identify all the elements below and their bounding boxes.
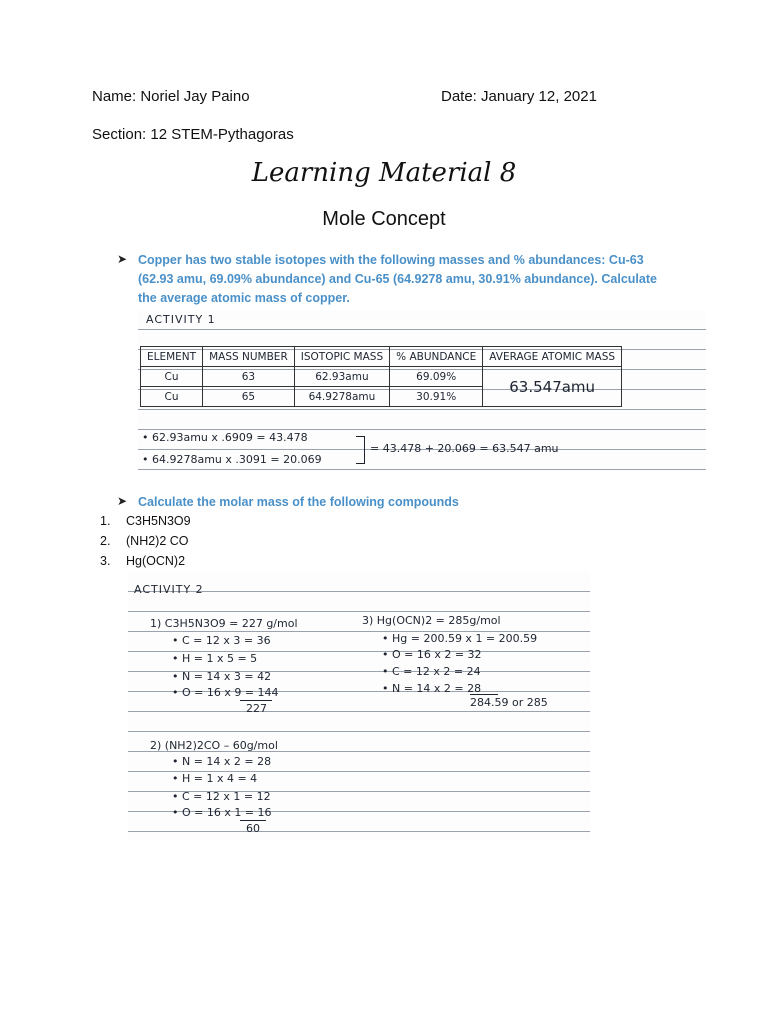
table-header: ELEMENT [141, 347, 203, 367]
question-molar-mass: Calculate the molar mass of the following compounds [138, 495, 459, 509]
list-item: 2. (NH2)2 CO [100, 534, 189, 548]
compound1-line: • N = 14 x 3 = 42 [172, 670, 272, 683]
table-cell: 65 [203, 387, 295, 407]
compound2-line: • N = 14 x 2 = 28 [172, 755, 272, 768]
compound1-line: • C = 12 x 3 = 36 [172, 634, 271, 647]
document-title: Learning Material 8 [251, 158, 517, 188]
compound-list [100, 514, 191, 574]
table-cell: 63 [203, 367, 295, 387]
date: Date: January 12, 2021 [441, 88, 597, 105]
compound2-line: • H = 1 x 4 = 4 [172, 772, 258, 785]
compound3-title: 3) Hg(OCN)2 = 285g/mol [362, 614, 501, 627]
compound3-line: • C = 12 x 2 = 24 [382, 665, 481, 678]
calc-sum: = 43.478 + 20.069 = 63.547 amu [370, 442, 559, 455]
table-header: % ABUNDANCE [390, 347, 483, 367]
table-cell: Cu [141, 367, 203, 387]
compound3-line: • N = 14 x 2 = 28 [382, 682, 482, 695]
table-cell: 30.91% [390, 387, 483, 407]
compound2-title: 2) (NH2)2CO – 60g/mol [150, 739, 278, 752]
bracket [356, 436, 365, 464]
compound1-total: 227 [246, 702, 267, 715]
table-cell: 69.09% [390, 367, 483, 387]
table-header: MASS NUMBER [203, 347, 295, 367]
compound3-total: 284.59 or 285 [470, 696, 548, 709]
compound2-line: • C = 12 x 1 = 12 [172, 790, 271, 803]
list-item: 1. C3H5N3O9 [100, 514, 191, 528]
table-cell: 62.93amu [294, 367, 389, 387]
section: Section: 12 STEM-Pythagoras [92, 126, 294, 143]
arrow-bullet-icon: ➤ [117, 494, 128, 508]
activity1-table [140, 346, 622, 407]
underline [240, 820, 266, 821]
activity1-label: ACTIVITY 1 [146, 313, 216, 326]
table-header: AVERAGE ATOMIC MASS [483, 347, 622, 367]
compound1-line: • H = 1 x 5 = 5 [172, 652, 258, 665]
document-subtitle: Mole Concept [322, 208, 446, 230]
table-cell: Cu [141, 387, 203, 407]
underline [240, 700, 272, 701]
compound2-line: • O = 16 x 1 = 16 [172, 806, 272, 819]
table-cell: 64.9278amu [294, 387, 389, 407]
calc-line-2: • 64.9278amu x .3091 = 20.069 [142, 453, 322, 466]
compound3-line: • Hg = 200.59 x 1 = 200.59 [382, 632, 538, 645]
calc-line-1: • 62.93amu x .6909 = 43.478 [142, 431, 308, 444]
compound2-total: 60 [246, 822, 260, 835]
student-name: Name: Noriel Jay Paino [92, 88, 250, 105]
question-copper: Copper has two stable isotopes with the following masses and % abundances: Cu-63 (62.93 amu, 69.09% abundance) and Cu-65 (64.9278 amu, 30.91% abundance). Calculate the average atomic mass of copper. [138, 253, 657, 305]
compound1-title: 1) C3H5N3O9 = 227 g/mol [150, 617, 298, 630]
list-item: 3. Hg(OCN)2 [100, 554, 186, 568]
compound3-line: • O = 16 x 2 = 32 [382, 648, 482, 661]
table-header: ISOTOPIC MASS [294, 347, 389, 367]
underline [470, 694, 498, 695]
compound1-line: • O = 16 x 9 = 144 [172, 686, 279, 699]
arrow-bullet-icon: ➤ [117, 252, 128, 266]
average-atomic-mass: 63.547amu [483, 367, 622, 407]
activity2-label: ACTIVITY 2 [134, 583, 204, 596]
